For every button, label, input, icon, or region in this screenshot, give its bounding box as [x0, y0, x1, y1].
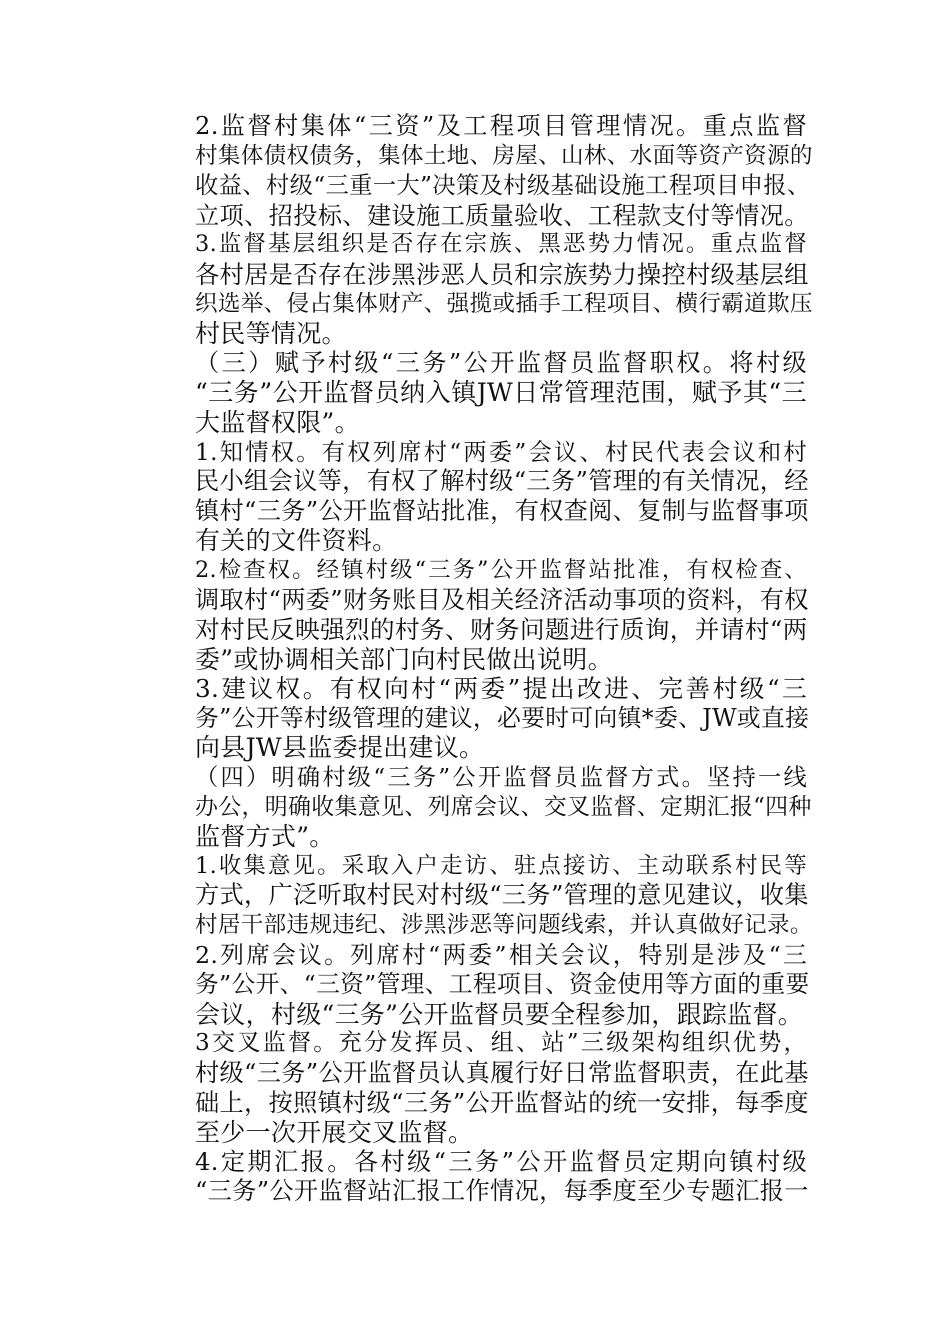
text-line: 2.列席会议。列席村“两委”相关会议，特别是涉及“三 [195, 940, 807, 969]
text-line: 有关的文件资料。 [195, 526, 398, 556]
text-line: 监督方式”。 [195, 822, 335, 852]
text-line: 收益、村级“三重一大”决策及村级基础设施工程项目申报、 [195, 171, 811, 200]
paragraph-right-to-suggest [145, 674, 810, 763]
text-line: 立项、招投标、建设施工质量验收、工程款支付等情况。 [195, 200, 809, 230]
text-line: 织选举、侵占集体财产、强揽或插手工程项目、横行霸道欺压 [195, 290, 813, 317]
text-line: 向县JW县监委提出建议。 [195, 733, 485, 763]
text-line: 民小组会议等，有权了解村级“三务”管理的有关情况，经 [195, 467, 809, 496]
text-line: 办公，明确收集意见、列席会议、交叉监督、定期汇报“四种 [195, 793, 812, 820]
text-line: 调取村“两委”财务账目及相关经济活动事项的资料，有权 [195, 585, 809, 614]
text-line: “三务”公开监督员纳入镇JW日常管理范围，赋予其“三 [195, 378, 807, 408]
text-line: 村民等情况。 [195, 319, 347, 349]
text-line: 对村民反映强烈的村务、财务问题进行质询，并请村“两 [195, 615, 808, 645]
text-line: 4.定期汇报。各村级“三务”公开监督员定期向镇村级 [195, 1147, 807, 1176]
text-line: （四）明确村级“三务”公开监督员监督方式。坚持一线 [195, 764, 807, 792]
text-line: 础上，按照镇村级“三务”公开监督站的统一安排，每季度 [195, 1088, 809, 1117]
paragraph-attend-meetings [145, 940, 810, 1030]
paragraph-cross-supervision [145, 1029, 807, 1147]
text-line: 大监督权限”。 [195, 407, 360, 437]
text-line: 各村居是否存在涉黑涉恶人员和宗族势力操控村级基层组 [195, 259, 809, 289]
text-line: 2.检查权。经镇村级“三务”公开监督站批准，有权检查、 [195, 556, 807, 583]
text-line: 村居干部违规违纪、涉黑涉恶等问题线索，并认真做好记录。 [195, 912, 813, 939]
document-body [145, 112, 813, 1207]
text-line: 会议，村级“三务”公开监督员要全程参加，跟踪监督。 [195, 999, 804, 1029]
text-line: （三）赋予村级“三务”公开监督员监督职权。将村级 [195, 348, 807, 377]
text-line: 1.收集意见。采取入户走访、驻点接访、主动联系村民等 [195, 852, 807, 879]
text-line: 务”公开、“三资”管理、工程项目、资金使用等方面的重要 [195, 970, 810, 999]
paragraph-supervise-three-assets [145, 112, 813, 230]
text-line: 3交叉监督。充分发挥员、组、站”三级架构组织优势， [195, 1030, 807, 1057]
paragraph-right-to-know [145, 438, 807, 556]
paragraph-regular-reporting [145, 1148, 807, 1207]
section-heading-3 [145, 349, 807, 438]
section-heading-4 [145, 763, 812, 852]
text-line: 委”或协调相关部门向村民做出说明。 [195, 644, 613, 674]
paragraph-supervise-grassroots [145, 230, 813, 349]
text-line: 方式，广泛听取村民对村级“三务”管理的意见建议，收集 [195, 881, 809, 910]
text-line: 至少一次开展交叉监督。 [195, 1118, 474, 1148]
text-line: “三务”公开监督站汇报工作情况，每季度至少专题汇报一 [195, 1177, 809, 1206]
text-line: 1.知情权。有权列席村“两委”会议、村民代表会议和村 [195, 438, 807, 466]
paragraph-right-to-inspect [145, 556, 807, 674]
text-line: 镇村“三务”公开监督站批准，有权查阅、复制与监督事项 [195, 496, 809, 525]
text-line: 村级“三务”公开监督员认真履行好日常监督职责，在此基 [195, 1059, 809, 1087]
text-line: 村集体债权债务，集体土地、房屋、山林、水面等资产资源的 [195, 142, 813, 169]
text-line: 3.监督基层组织是否存在宗族、黑恶势力情况。重点监督 [195, 231, 807, 258]
text-line: 2.监督村集体“三资”及工程项目管理情况。重点监督 [195, 112, 807, 140]
text-line: 3.建议权。有权向村“两委”提出改进、完善村级“三 [195, 674, 807, 704]
text-line: 务”公开等村级管理的建议，必要时可向镇*委、JW或直接 [195, 703, 810, 732]
paragraph-collect-opinions [145, 852, 813, 941]
